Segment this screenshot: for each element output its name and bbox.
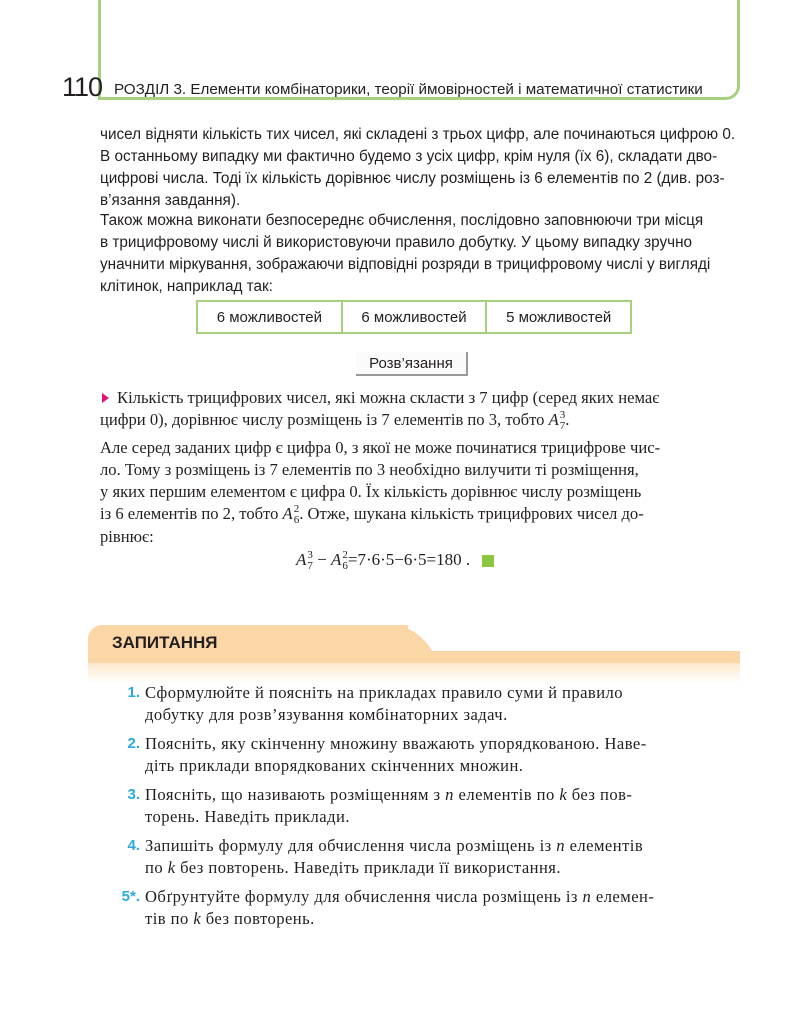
math-var: k <box>167 858 176 877</box>
cell-hundreds: 6 можливостей <box>216 308 322 326</box>
text-line: В останньому випадку ми фактично будемо з усіх цифр, крім нуля (їх 6), складати дво- <box>100 148 718 165</box>
solution-formula: A 3 7 − A 2 6 =7·6·5−6·5=180 . <box>296 550 494 572</box>
text-line: в трицифровому числі й використовуючи правило добутку. У цьому випадку зручно <box>100 234 693 251</box>
text-line: уначнити міркування, зображаючи відповідні розряди в трицифровому числі у вигляді <box>100 256 711 273</box>
text-line: клітинок, наприклад так: <box>100 278 273 295</box>
formula-rhs: =7·6·5−6·5=180 . <box>347 550 471 569</box>
text-line: рівнює: <box>100 527 154 547</box>
text-line <box>100 387 730 409</box>
question-number: 4. <box>127 837 140 854</box>
text-line: в’язання завдання). <box>100 192 241 209</box>
page-number: 110 <box>62 72 103 102</box>
question-number: 2. <box>127 735 140 752</box>
digit-cells-table <box>196 300 632 334</box>
text-line: добутку для розв’язування комбінаторних задач. <box>145 705 508 724</box>
text-line: Також можна виконати безпосереднє обчислення, послідовно заповнюючи три місця <box>100 212 704 229</box>
text-line: торень. Наведіть приклади. <box>145 807 350 826</box>
text-span: . Отже, шукана кількість трицифрових чисел до- <box>299 504 644 523</box>
text-span: тів по <box>145 909 194 928</box>
cell-units: 5 можливостей <box>485 302 630 332</box>
text-line: Сформулюйте й поясніть на прикладах правило суми й правило <box>145 683 624 702</box>
questions-title: ЗАПИТАННЯ <box>112 633 218 652</box>
solution-label: Розв’язання <box>356 352 468 376</box>
text-span: із 6 елементів по 2, тобто <box>100 504 279 523</box>
text-span: елементів <box>565 836 644 855</box>
text-line: цифри 0), дорівнює числу розміщень із 7 елементів по 3, тобто A 3 7 . <box>100 409 570 433</box>
questions-banner-fade <box>88 663 740 683</box>
question-number: 3. <box>127 786 140 803</box>
text-line: діть приклади впорядкованих скінченних множин. <box>145 756 524 775</box>
text-span: цифри 0), дорівнює числу розміщень із 7 елементів по 3, тобто <box>100 410 545 429</box>
text-span: Запишіть формулу для обчислення числа розміщень із <box>145 836 557 855</box>
end-of-solution-icon <box>482 555 494 567</box>
text-line <box>145 908 731 930</box>
intro-paragraph-1 <box>100 124 736 212</box>
text-span: без повторень. Наведіть приклади її використання. <box>175 858 561 877</box>
text-line: ло. Тому з розміщень із 7 елементів по 3 необхідно вилучити ті розміщення, <box>100 460 639 479</box>
text-span: без повторень. <box>201 909 315 928</box>
math-A-7-3: A 3 7 <box>548 409 566 433</box>
solution-paragraph-1 <box>100 387 730 432</box>
math-symbol: A <box>330 550 342 569</box>
question-text <box>145 733 731 777</box>
text-span: елементів по <box>453 785 560 804</box>
question-text <box>145 784 731 828</box>
text-line <box>145 857 731 879</box>
math-var: n <box>582 887 592 906</box>
question-text <box>145 682 731 726</box>
question-number: 1. <box>127 684 140 701</box>
question-text <box>145 886 731 930</box>
text-line <box>145 784 731 806</box>
math-var: n <box>556 836 566 855</box>
math-A-6-2: A 2 6 <box>282 503 300 527</box>
text-span: Поясніть, що називають розміщенням з <box>145 785 446 804</box>
math-symbol: A <box>548 410 559 429</box>
text-line <box>145 835 731 857</box>
intro-paragraph-2 <box>100 210 732 298</box>
math-var: n <box>445 785 454 804</box>
question-number: 5*. <box>121 888 140 905</box>
text-line: Поясніть, яку скінченну множину вважають упорядкованою. Наве- <box>145 734 647 753</box>
text-line: Але серед заданих цифр є цифра 0, з якої не може починатися трицифрове чис- <box>100 438 661 457</box>
math-var: k <box>559 785 568 804</box>
text-line <box>100 503 730 526</box>
math-var: k <box>193 909 202 928</box>
text-span: Кількість трицифрових чисел, які можна скласти з 7 цифр (серед яких немає <box>117 388 660 407</box>
text-line: цифрові числа. Тоді їх кількість дорівнює числу розміщень із 6 елементів по 2 (див. роз- <box>100 170 725 187</box>
cell-tens: 6 можливостей <box>341 302 486 332</box>
question-text <box>145 835 731 879</box>
math-symbol: A <box>296 550 307 569</box>
text-span: по <box>145 858 168 877</box>
text-line: у яких першим елементом є цифра 0. Їх кількість дорівнює числу розміщень <box>100 482 642 501</box>
text-line: чисел відняти кількість тих чисел, які складені з трьох цифр, але починаються цифрою 0. <box>100 126 736 143</box>
chapter-title: РОЗДІЛ 3. Елементи комбінаторики, теорії ймовірностей і математичної статистики <box>114 81 703 98</box>
solution-paragraph-2 <box>100 437 730 548</box>
text-span: без пов- <box>567 785 633 804</box>
text-span: елемен- <box>591 887 655 906</box>
text-span: Обґрунтуйте формулу для обчислення числа розміщень із <box>145 887 583 906</box>
math-symbol: A <box>282 504 293 523</box>
text-line <box>145 886 731 908</box>
triangle-marker-icon <box>102 393 109 403</box>
